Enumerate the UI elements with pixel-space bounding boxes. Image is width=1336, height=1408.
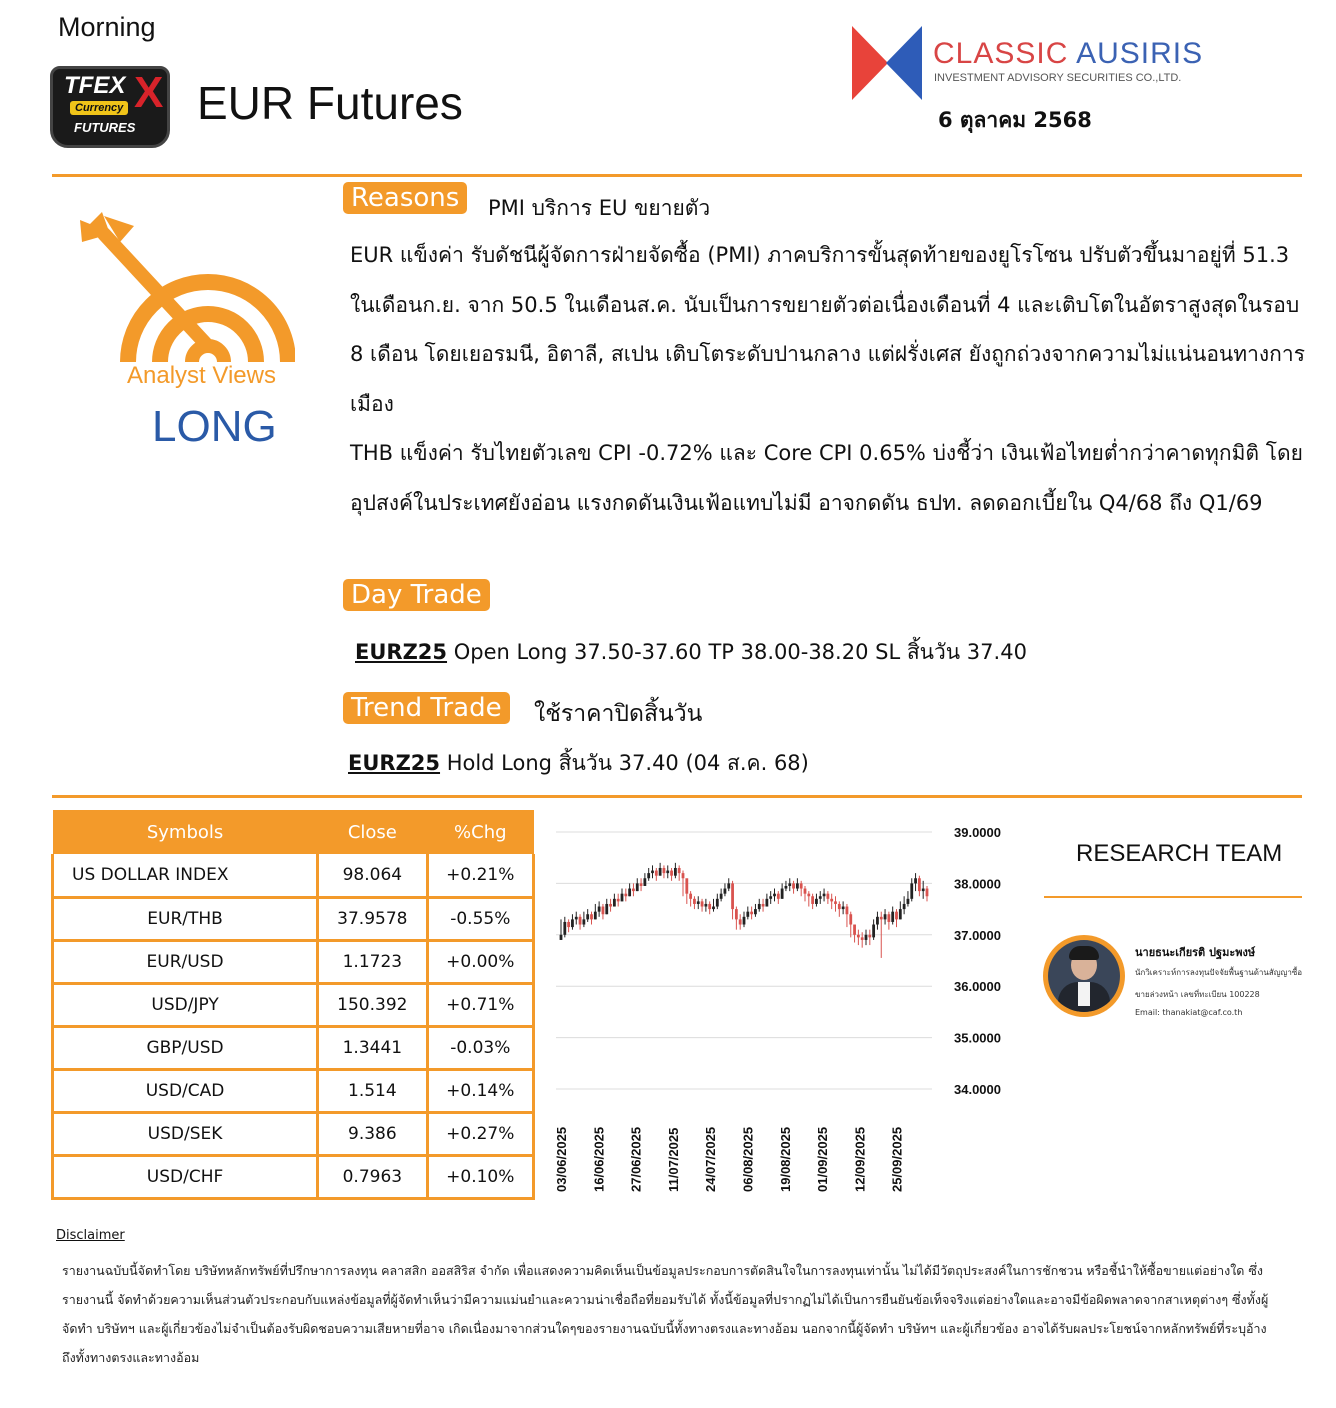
candle-body (884, 914, 887, 919)
analyst-views-label: Analyst Views (127, 362, 276, 389)
trend-trade-badge: Trend Trade (343, 692, 510, 724)
candle-body (899, 909, 902, 919)
candle-body (655, 871, 658, 876)
eur-thb-price-chart (548, 810, 1028, 1200)
table-row (53, 940, 534, 983)
close-cell: 150.392 (318, 983, 427, 1026)
candle-body (815, 899, 818, 904)
session-label: Morning (58, 12, 156, 42)
candle-body (605, 904, 608, 914)
candle-body (674, 868, 677, 876)
candle-body (926, 889, 929, 897)
candle-body (846, 907, 849, 915)
candle-body (773, 894, 776, 897)
candle-body (560, 935, 563, 940)
close-cell: 1.1723 (318, 940, 427, 983)
candle-body (804, 889, 807, 894)
analyst-role: นักวิเคราะห์การลงทุนปัจจัยพื้นฐานด้านสัญญาซื้อ (1135, 968, 1303, 977)
day-trade-badge: Day Trade (343, 579, 490, 611)
candle-body (826, 894, 829, 899)
x-tick-label: 19/08/2025 (777, 1126, 793, 1192)
change-cell: -0.03% (427, 1026, 533, 1069)
change-cell: +0.10% (427, 1155, 533, 1198)
candle-body (571, 919, 574, 927)
company-logo-icon (852, 26, 922, 100)
table-row (53, 1155, 534, 1198)
candle-body (891, 912, 894, 922)
candle-body (663, 868, 666, 873)
report-date: 6 ตุลาคม 2568 (938, 108, 1092, 132)
candle-body (838, 904, 841, 909)
research-team-title: RESEARCH TEAM (1076, 840, 1283, 867)
analyst-avatar (1043, 935, 1125, 1017)
reasons-headline: PMI บริการ EU ขยายตัว (488, 196, 711, 220)
candle-body (758, 904, 761, 909)
candle-body (765, 899, 768, 907)
column-header: Symbols (53, 810, 318, 854)
company-subtitle: INVESTMENT ADVISORY SECURITIES CO.,LTD. (934, 72, 1182, 84)
change-cell: -0.55% (427, 897, 533, 940)
analyst-position: LONG (152, 402, 277, 451)
symbol-cell: EUR/USD (53, 940, 318, 983)
candle-body (922, 889, 925, 892)
candle-body (598, 907, 601, 912)
day-trade-text: Open Long 37.50-37.60 TP 38.00-38.20 SL สิ้นวัน 37.40 (447, 640, 1027, 664)
candle-body (918, 878, 921, 891)
candle-body (739, 919, 742, 924)
candle-body (575, 917, 578, 920)
table-row (53, 1112, 534, 1155)
symbol-cell: USD/CHF (53, 1155, 318, 1198)
x-tick-label: 27/06/2025 (628, 1126, 644, 1192)
x-tick-label: 24/07/2025 (703, 1126, 719, 1192)
column-header: %Chg (427, 810, 533, 854)
symbol-cell: USD/JPY (53, 983, 318, 1026)
candle-body (724, 889, 727, 894)
reasons-paragraph-thb: THB แข็งค่า รับไทยตัวเลข CPI -0.72% และ Core CPI 0.65% บ่งชี้ว่า เงินเฟ้อไทยต่ำกว่าคาดทุกมิติ โดยอุปสงค์ในประเทศยังอ่อน แรงกดดันเงินเฟ้อแทบไม่มี อาจกดดัน ธปท. ลดดอกเบี้ยใน Q4/68 ถึง Q1/69 (350, 441, 1303, 515)
trend-trade-note: ใช้ราคาปิดสิ้นวัน (534, 701, 703, 727)
candle-body (823, 894, 826, 897)
candle-body (743, 917, 746, 925)
candle-body (689, 894, 692, 899)
candle-body (762, 904, 765, 907)
candle-body (682, 873, 685, 878)
candle-body (750, 912, 753, 915)
analyst-license: ขายล่วงหน้า เลขที่ทะเบียน 100228 (1135, 990, 1260, 999)
company-name: CLASSIC AUSIRIS (933, 37, 1204, 70)
target-icon (80, 212, 295, 382)
day-trade-line (355, 636, 1027, 669)
candle-body (754, 909, 757, 914)
candle-body (777, 894, 780, 899)
candle-body (647, 873, 650, 878)
y-tick-label: 36.0000 (954, 979, 1001, 995)
change-cell: +0.21% (427, 854, 533, 897)
x-tick-label: 01/09/2025 (815, 1126, 831, 1192)
candle-body (796, 883, 799, 888)
symbol-cell: GBP/USD (53, 1026, 318, 1069)
candle-body (834, 901, 837, 904)
tfex-logo: TFEX X Currency FUTURES (50, 66, 170, 148)
candle-body (914, 878, 917, 883)
candle-body (895, 912, 898, 920)
candle-body (910, 883, 913, 898)
close-cell: 37.9578 (318, 897, 427, 940)
candle-body (746, 912, 749, 917)
candle-body (590, 914, 593, 919)
x-tick-label: 16/06/2025 (591, 1126, 607, 1192)
candle-body (720, 894, 723, 899)
candle-body (792, 883, 795, 888)
table-row (53, 897, 534, 940)
candle-body (880, 917, 883, 920)
candle-body (678, 868, 681, 873)
report-title: EUR Futures (197, 77, 463, 129)
analyst-name: นายธนะเกียรติ ปฐมะพงษ์ (1135, 946, 1256, 959)
symbol-cell: USD/CAD (53, 1069, 318, 1112)
candle-body (769, 896, 772, 899)
candle-body (609, 904, 612, 907)
trend-trade-symbol: EURZ25 (348, 751, 441, 775)
candle-body (628, 889, 631, 897)
divider (52, 174, 1302, 177)
y-tick-label: 35.0000 (954, 1030, 1001, 1046)
candle-body (830, 899, 833, 902)
candle-body (579, 917, 582, 925)
candle-body (704, 904, 707, 907)
divider (52, 795, 1302, 798)
candle-body (712, 907, 715, 910)
x-tick-label: 03/06/2025 (554, 1126, 569, 1192)
candle-body (716, 899, 719, 907)
candle-body (861, 937, 864, 940)
candle-body (868, 935, 871, 938)
symbol-cell: EUR/THB (53, 897, 318, 940)
close-cell: 1.3441 (318, 1026, 427, 1069)
candle-body (697, 901, 700, 904)
trend-trade-text: Hold Long สิ้นวัน 37.40 (04 ส.ค. 68) (440, 751, 809, 775)
candle-body (651, 871, 654, 874)
change-cell: +0.00% (427, 940, 533, 983)
close-cell: 1.514 (318, 1069, 427, 1112)
candle-body (632, 889, 635, 892)
candle-body (842, 907, 845, 910)
y-tick-label: 39.0000 (954, 825, 1001, 840)
candle-body (567, 922, 570, 927)
candle-body (849, 914, 852, 924)
candle-body (586, 914, 589, 919)
reasons-paragraph-eur: EUR แข็งค่า รับดัชนีผู้จัดการฝ่ายจัดซื้อ (PMI) ภาคบริการขั้นสุดท้ายของยูโรโซน ปรับตัวขึ้นมาอยู่ที่ 51.3 ในเดือนก.ย. จาก 50.5 ในเดือนส.ค. นับเป็นการขยายตัวต่อเนื่องเดือนที่ 4 และเติบโตในอัตราสูงสุดในรอบ 8 เดือน โดยเยอรมนี, อิตาลี, สเปน เติบโตระดับปานกลาง แต่ฝรั่งเศส ยังถูกถ่วงจากความไม่แน่นอนทางการเมือง (350, 243, 1305, 416)
x-tick-label: 12/09/2025 (852, 1126, 868, 1192)
reasons-badge: Reasons (343, 182, 467, 214)
close-cell: 98.064 (318, 854, 427, 897)
candle-body (907, 899, 910, 904)
market-table (51, 810, 535, 1200)
disclaimer-title: Disclaimer (56, 1228, 125, 1243)
candle-body (666, 871, 669, 874)
candle-body (735, 909, 738, 919)
candle-body (624, 894, 627, 897)
candle-body (640, 883, 643, 886)
candle-body (659, 868, 662, 876)
candle-body (872, 925, 875, 938)
symbol-cell: USD/SEK (53, 1112, 318, 1155)
analyst-email: Email: thanakiat@caf.co.th (1135, 1008, 1243, 1017)
change-cell: +0.27% (427, 1112, 533, 1155)
candle-body (731, 883, 734, 909)
close-cell: 0.7963 (318, 1155, 427, 1198)
column-header: Close (318, 810, 427, 854)
candle-body (785, 886, 788, 889)
y-tick-label: 34.0000 (954, 1082, 1001, 1097)
candle-body (865, 935, 868, 940)
candle-body (670, 871, 673, 876)
table-row (53, 1026, 534, 1069)
candle-body (613, 899, 616, 907)
candle-body (636, 883, 639, 891)
table-row (53, 854, 534, 897)
candle-body (857, 935, 860, 938)
candle-body (903, 904, 906, 909)
candle-body (602, 907, 605, 915)
x-tick-label: 25/09/2025 (889, 1126, 905, 1192)
candle-body (727, 883, 730, 888)
candle-body (853, 925, 856, 935)
candle-body (582, 919, 585, 924)
candle-body (708, 904, 711, 909)
candle-body (594, 912, 597, 920)
candle-body (563, 922, 566, 935)
candle-body (819, 896, 822, 899)
candle-body (876, 917, 879, 925)
x-tick-label: 06/08/2025 (740, 1126, 756, 1192)
y-tick-label: 38.0000 (954, 876, 1001, 892)
disclaimer-body: รายงานฉบับนี้จัดทำโดย บริษัทหลักทรัพย์ที่ปรึกษาการลงทุน คลาสสิก ออสสิริส จำกัด เพื่อแสดงความคิดเห็นเป็นข้อมูลประกอบการตัดสินใจในการลงทุนเท่านั้น ไม่ได้มีวัตถุประสงค์ในการชักชวน หรือชี้นำให้ซื้อขายแต่อย่างใด ซึ่งรายงานนี้ จัดทำด้วยความเห็นส่วนตัวประกอบกับแหล่งข้อมูลที่ผู้จัดทำเห็นว่ามีความแม่นยำและความน่าเชื่อถือที่ยอมรับได้ ทั้งนี้ข้อมูลที่ปรากฏไม่ได้เป็นการยืนยันข้อเท็จจริงแต่อย่างใดและอาจมีข้อผิดพลาดจากสาเหตุต่างๆ ซึ่งทั้งผู้จัดทำ บริษัทฯ และผู้เกี่ยวข้องไม่จำเป็นต้องรับผิดชอบความเสียหายที่อาจ เกิดเนื่องมาจากส่วนใดๆของรายงานฉบับนี้ทั้งทางตรงและทางอ้อม นอกจากนี้ผู้จัดทำ บริษัทฯ และผู้เกี่ยวข้อง อาจได้รับผลประโยชน์จากหลักทรัพย์ที่ระบุอ้างถึงทั้งทางตรงและทางอ้อม (62, 1263, 1269, 1365)
change-cell: +0.14% (427, 1069, 533, 1112)
candle-body (887, 914, 890, 922)
x-tick-label: 11/07/2025 (665, 1127, 681, 1192)
candle-body (701, 901, 704, 906)
candle-body (800, 883, 803, 888)
candle-body (685, 878, 688, 893)
candle-body (621, 894, 624, 902)
trend-trade-line (348, 747, 809, 780)
y-tick-label: 37.0000 (954, 927, 1001, 943)
candle-body (811, 896, 814, 904)
candle-body (807, 894, 810, 897)
candle-body (788, 883, 791, 886)
day-trade-symbol: EURZ25 (355, 640, 448, 664)
candle-body (781, 889, 784, 899)
symbol-cell: US DOLLAR INDEX (53, 854, 318, 897)
change-cell: +0.71% (427, 983, 533, 1026)
candle-body (693, 899, 696, 904)
table-row (53, 983, 534, 1026)
table-row (53, 1069, 534, 1112)
divider (1044, 896, 1302, 898)
candle-body (643, 878, 646, 886)
close-cell: 9.386 (318, 1112, 427, 1155)
candle-body (617, 899, 620, 902)
